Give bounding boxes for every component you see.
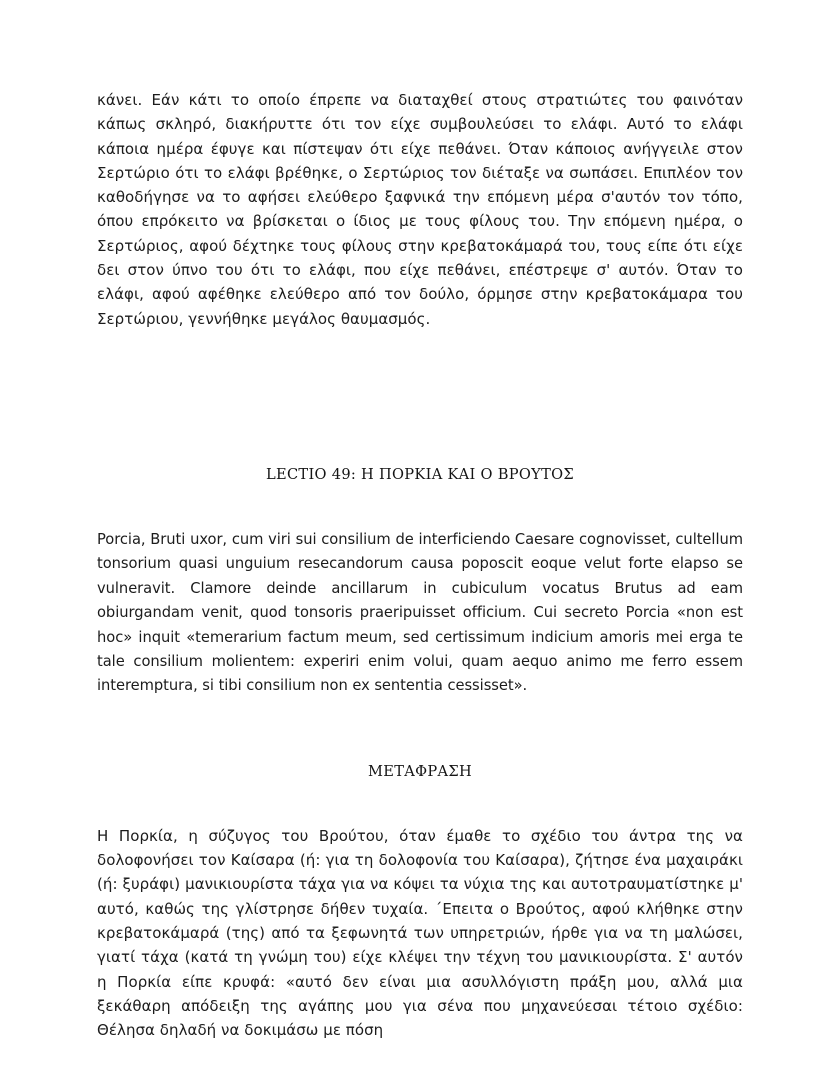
heading-lectio-49: LECTIO 49: Η ΠΟΡΚΙΑ ΚΑΙ Ο ΒΡΟΥΤΟΣ	[266, 465, 574, 483]
paragraph-greek-sertorius: κάνει. Εάν κάτι το οποίο έπρεπε να διαταχθεί στους στρατιώτες του φαινόταν κάπως σκληρό, διακήρυττε ότι τον είχε συμβουλεύσει το ελάφι. Αυτό το ελάφι κάποια ημέρα έφυγε και πίστεψαν ότι είχε πεθάνει. Όταν κάποιος ανήγγειλε στον Σερτώριο ότι το ελάφι βρέθηκε, ο Σερτώριος τον διέταξε να σωπάσει. Επιπλέον τον καθοδήγησε να το αφήσει ελεύθερο ξαφνικά την επόμενη μέρα σ'αυτόν τον τόπο, όπου επρόκειτο να βρίσκεται ο ίδιος με τους φίλους του. Την επόμενη ημέρα, ο Σερτώριος, αφού δέχτηκε τους φίλους στην κρεβατοκάμαρά του, τους είπε ότι είχε δει στον ύπνο του ότι το ελάφι, που είχε πεθάνει, επέστρεψε σ' αυτόν. Όταν το ελάφι, αφού αφέθηκε ελεύθερο από τον δούλο, όρμησε στην κρεβατοκάμαρα του Σερτώριου, γεννήθηκε μεγάλος θαυμασμός.	[97, 91, 743, 328]
spacer-after-latin-paragraph	[97, 699, 743, 761]
paragraph-latin-porcia: Porcia, Bruti uxor, cum viri sui consilium de interficiendo Caesare cognovisset, cultellum tonsorium quasi unguium resecandorum causa poposcit eoque velut forte elapso se vulneravit. Clamore deinde ancillarum in cubiculum vocatus Brutus ad eam obiurgandam venit, quod tonsoris praeripuisset officium. Cui secreto Porcia «non est hoc» inquit «temerarium factum meum, sed certissimum indicium amoris mei erga te tale consilium molientem: experiri enim volui, quam aequo animo me ferro essem interemptura, si tibi consilium non ex sententia cessisset».	[97, 530, 743, 695]
document-text-column	[97, 88, 743, 1042]
spacer-after-metafrasi-heading	[97, 783, 743, 824]
heading-metafrasi: ΜΕΤΑΦΡΑΣΗ	[368, 762, 472, 780]
paragraph-greek-translation: Η Πορκία, η σύζυγος του Βρούτου, όταν έμαθε το σχέδιο του άντρα της να δολοφονήσει τον Καίσαρα (ή: για τη δολοφονία του Καίσαρα), ζήτησε ένα μαχαιράκι (ή: ξυράφι) μανικιουρίστα τάχα για να κόψει τα νύχια της και αυτοτραυματίστηκε μ' αυτό, καθώς της γλίστρησε δήθεν τυχαία. ΄Επειτα ο Βρούτος, αφού κλήθηκε στην κρεβατοκάμαρά (της) από τα ξεφωνητά των υπηρετριών, ήρθε για να τη μαλώσει, γιατί τάχα (κατά τη γνώμη του) είχε κλέψει την τέχνη του μανικιουρίστα. Σ' αυτόν η Πορκία είπε κρυφά: «αυτό δεν είναι μια ασυλλόγιστη πράξη μου, αλλά μια ξεκάθαρη απόδειξη της αγάπης μου για σένα που μηχανεύεσαι τέτοιο σχέδιο: Θέλησα δηλαδή να δοκιμάσω με πόση	[97, 826, 743, 1040]
spacer-after-first-paragraph	[97, 331, 743, 464]
spacer-after-lectio-heading	[97, 486, 743, 528]
